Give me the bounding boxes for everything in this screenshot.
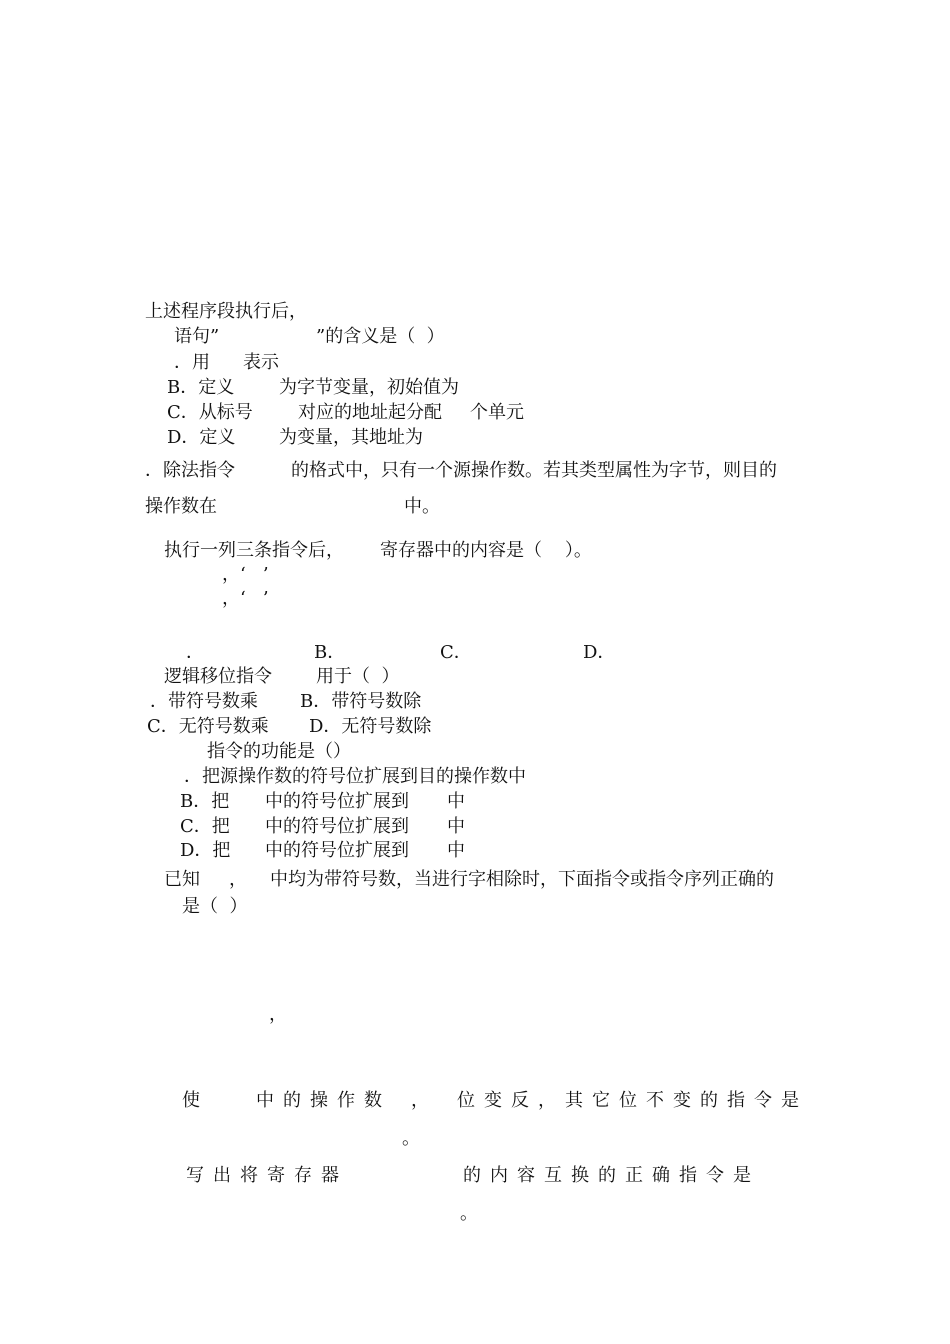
question-stem-prefix: 语句” [174,326,220,347]
question-div-line1a: ．除法指令 [145,460,235,481]
func-option-d-mid: 中的符号位扩展到 [265,840,409,861]
shift-option-c: C．无符号数乘 [147,716,269,737]
question-invert-end: 。 [402,1128,420,1149]
shift-option-d: D．无符号数除 [309,716,432,737]
question-invert-a: 使 [182,1090,209,1111]
question-shift-suffix: 用于（ ） [316,666,400,687]
exec-option-b: B． [314,642,346,663]
option-b-text: 为字节变量，初始值为 [279,377,459,398]
func-option-a: ．把源操作数的符号位扩展到目的操作数中 [184,766,526,787]
question-div-line2b: 中。 [404,496,440,517]
question-swap-b: 的内容互换的正确指令是 [463,1165,760,1186]
question-swap-a: 写出将寄存器 [186,1165,348,1186]
question-invert-b: 中的操作数 [256,1090,391,1111]
func-option-d-end: 中 [447,840,465,861]
question-known-c: 中均为带符号数，当进行字相除时，下面指令或指令序列正确的 [270,869,774,890]
option-b-label: B．定义 [167,377,235,398]
question-swap-end: 。 [460,1203,478,1224]
func-option-b-mid: 中的符号位扩展到 [265,791,409,812]
func-option-c-end: 中 [447,816,465,837]
shift-option-a: ．带符号数乘 [150,691,258,712]
code-line-1: ，‘ ’ [222,564,269,585]
question-stem-suffix: ”的含义是（ ） [316,326,445,347]
question-invert-d: 位变反，其它位不变的指令是 [457,1090,808,1111]
question-exec-suffix: 寄存器中的内容是（ ）。 [380,540,592,561]
func-option-d-lead: D．把 [180,840,231,861]
exec-option-a: ． [186,642,204,663]
question-div-line2a: 操作数在 [145,496,217,517]
shift-option-b: B．带符号数除 [300,691,422,712]
question-known-a: 已知 [164,869,200,890]
option-c-tail: 个单元 [470,402,524,423]
code-line-2: ，‘ ’ [222,588,269,609]
question-invert-c: ， [411,1090,429,1111]
exec-option-c: C． [440,642,472,663]
option-c-label: C．从标号 [167,402,253,423]
option-d-label: D．定义 [167,427,236,448]
question-shift-prefix: 逻辑移位指令 [164,666,272,687]
option-d-text: 为变量，其地址为 [279,427,423,448]
question-func-title: 指令的功能是（） [207,741,351,762]
option-c-text: 对应的地址起分配 [298,402,442,423]
func-option-c-lead: C．把 [180,816,230,837]
option-a-text: 表示 [243,352,279,373]
func-option-b-lead: B．把 [180,791,230,812]
func-option-c-mid: 中的符号位扩展到 [265,816,409,837]
question-text: 上述程序段执行后， [145,301,307,322]
question-known-b: ， [229,869,247,890]
exec-option-d: D． [583,642,616,663]
question-known-line2: 是（ ） [182,896,248,917]
question-div-line1b: 的格式中，只有一个源操作数。若其类型属性为字节，则目的 [291,460,777,481]
func-option-b-end: 中 [447,791,465,812]
question-exec-prefix: 执行一列三条指令后， [164,540,344,561]
question-known-comma: ， [269,1004,287,1025]
option-a-label: ．用 [174,352,210,373]
